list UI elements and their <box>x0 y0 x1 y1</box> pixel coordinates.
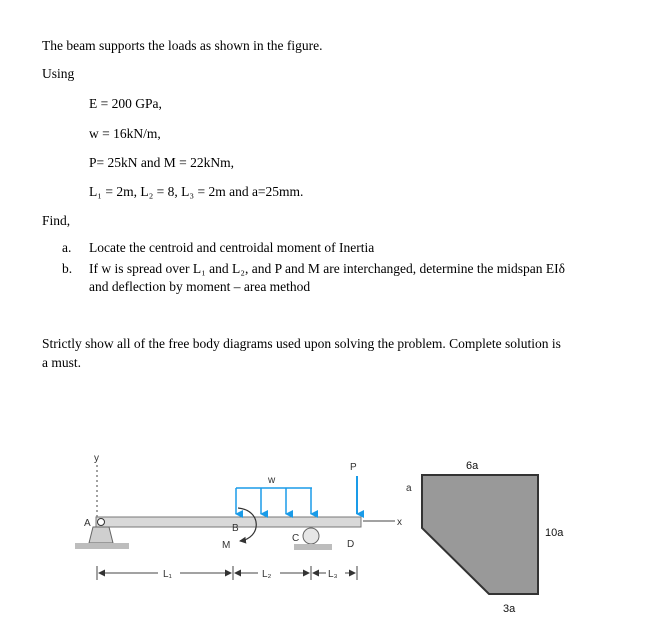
label-A: A <box>84 518 91 529</box>
label-C: C <box>292 533 300 544</box>
given-point-load-moment: P= 25kN and M = 22kNm, <box>89 155 234 170</box>
task-b-marker: b. <box>62 261 73 276</box>
roller-C <box>303 528 319 544</box>
find-label: Find, <box>42 213 71 228</box>
label-L3: L₃ <box>328 569 338 580</box>
label-B: B <box>232 523 239 534</box>
pin-support-A <box>89 527 113 543</box>
cross-section <box>422 475 538 594</box>
beam <box>96 517 361 527</box>
given-distributed-load: w = 16kN/m, <box>89 126 161 141</box>
label-L1: L₁ <box>163 569 172 580</box>
label-P: P <box>350 462 357 473</box>
label-10a: 10a <box>545 527 564 539</box>
label-D: D <box>347 539 355 550</box>
given-lengths: L₁ = 2m, L₂ = 8, L₃ = 2m and a=25mm. <box>89 184 304 199</box>
instruction-line-1: Strictly show all of the free body diagrams used upon solving the problem. Complete solution is <box>42 336 561 351</box>
x-axis-label: x <box>397 517 402 528</box>
label-6a: 6a <box>466 460 479 472</box>
task-b-text: If w is spread over L₁ and L₂, and P and M are interchanged, determine the midspan EIδ <box>89 261 565 276</box>
instruction-line-2: a must. <box>42 355 81 370</box>
y-axis-label: y <box>94 453 99 464</box>
ground-C <box>294 544 332 550</box>
intro-text: The beam supports the loads as shown in the figure. <box>42 38 323 53</box>
label-a: a <box>406 483 412 494</box>
label-3a: 3a <box>503 603 516 615</box>
label-M: M <box>222 540 231 551</box>
task-b-continuation: and deflection by moment – area method <box>89 279 311 294</box>
using-label: Using <box>42 66 75 81</box>
pin-A <box>98 519 105 526</box>
task-a-marker: a. <box>62 240 72 255</box>
task-a-text: Locate the centroid and centroidal moment of Inertia <box>89 240 375 255</box>
label-L2: L₂ <box>262 569 272 580</box>
label-w: w <box>268 475 276 486</box>
ground-A <box>75 543 129 549</box>
given-modulus: E = 200 GPa, <box>89 96 162 111</box>
